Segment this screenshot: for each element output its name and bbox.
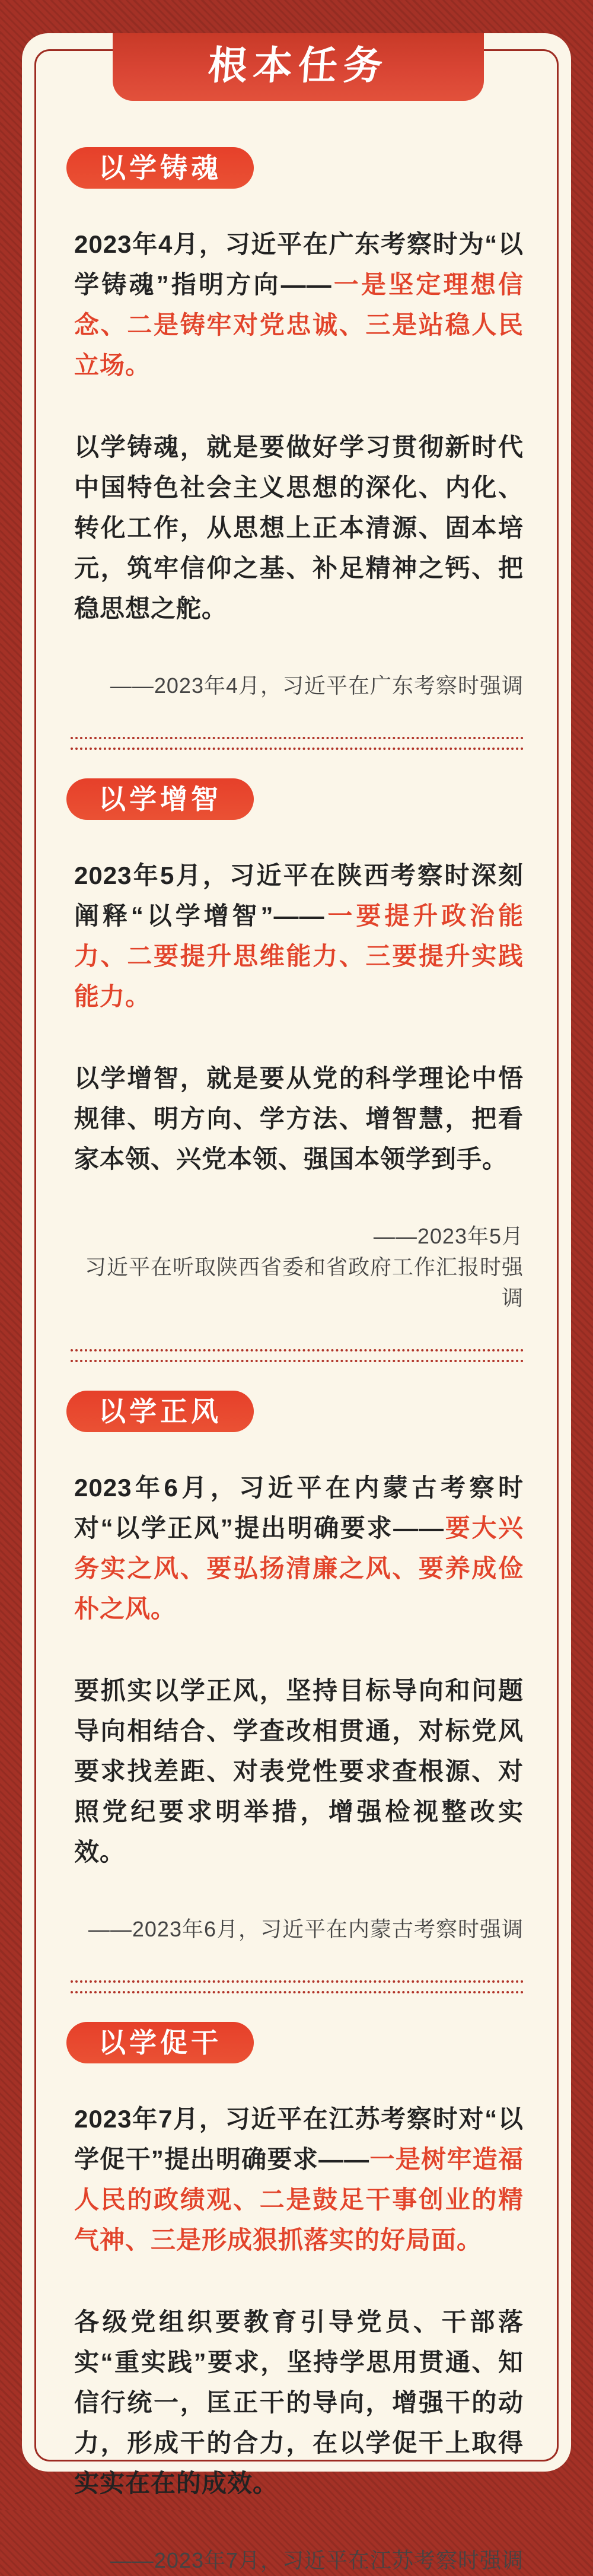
paragraph-lead: 2023年5月，习近平在陕西考察时深刻阐释“以学增智”—— (74, 861, 524, 930)
section-yixuecugan (74, 2022, 524, 2576)
paragraph-directive (74, 2099, 524, 2260)
paragraph-lead: 2023年6月，习近平在内蒙古考察时对“以学正风”提出明确要求—— (74, 1474, 524, 1542)
page-title: 根本任务 (206, 43, 390, 87)
paragraph-explanation: 要抓实以学正风，坚持目标导向和问题导向相结合、学查改相贯通，对标党风要求找差距、对表党性要求查根源、对照党纪要求明举措，增强检视整改实效。 (74, 1677, 524, 1866)
card-content (22, 33, 571, 2576)
section-yixuezhuhun (74, 147, 524, 750)
paragraph-directive (74, 856, 524, 1017)
emphasis-text: 一要提升政治能力、二要提升思维能力、三要提升实践能力。 (74, 902, 524, 1010)
paragraph-directive (74, 1468, 524, 1629)
emphasis-text: 要大兴务实之风、要弘扬清廉之风、要养成俭朴之风。 (74, 1514, 524, 1623)
section-badge: 以学促干 (66, 2022, 254, 2063)
section-yixuezhengfeng (74, 1391, 524, 1993)
section-badge: 以学正风 (66, 1391, 254, 1432)
dotted-divider (71, 1349, 524, 1362)
section-yixuezengzhi (74, 778, 524, 1362)
attribution: ——2023年4月，习近平在广东考察时强调 (110, 673, 524, 698)
paragraph-explanation: 各级党组织要教育引导党员、干部落实“重实践”要求，坚持学思用贯通、知信行统一，匡正干的导向，增强干的动力，形成干的合力，在以学促干上取得实实在在的成效。 (74, 2308, 524, 2497)
paragraph-directive (74, 224, 524, 386)
attribution: ——2023年7月，习近平在江苏考察时强调 (110, 2548, 524, 2572)
paragraph-explanation: 以学铸魂，就是要做好学习贯彻新时代中国特色社会主义思想的深化、内化、转化工作，从思想上正本清源、固本培元，筑牢信仰之基、补足精神之钙、把稳思想之舵。 (74, 433, 524, 622)
paragraph-explanation: 以学增智，就是要从党的科学理论中悟规律、明方向、学方法、增智慧，把看家本领、兴党本领、强国本领学到手。 (74, 1064, 524, 1173)
emphasis-text: 一是树牢造福人民的政绩观、二是鼓足干事创业的精气神、三是形成狠抓落实的好局面。 (74, 2145, 524, 2254)
title-banner (113, 33, 484, 101)
dotted-divider (71, 737, 524, 750)
section-badge: 以学铸魂 (66, 147, 254, 189)
emphasis-text: 一是坚定理想信念、二是铸牢对党忠诚、三是站稳人民立场。 (74, 271, 524, 379)
paragraph-lead: 2023年4月，习近平在广东考察时为“以学铸魂”指明方向—— (74, 230, 524, 298)
section-badge: 以学增智 (66, 778, 254, 820)
attribution: ——2023年6月，习近平在内蒙古考察时强调 (88, 1917, 524, 1941)
paragraph-lead: 2023年7月，习近平在江苏考察时对“以学促干”提出明确要求—— (74, 2105, 524, 2173)
content-card (22, 33, 571, 2572)
attribution: ——2023年5月 习近平在听取陕西省委和省政府工作汇报时强调 (84, 1224, 524, 1310)
dotted-divider (71, 1980, 524, 1993)
